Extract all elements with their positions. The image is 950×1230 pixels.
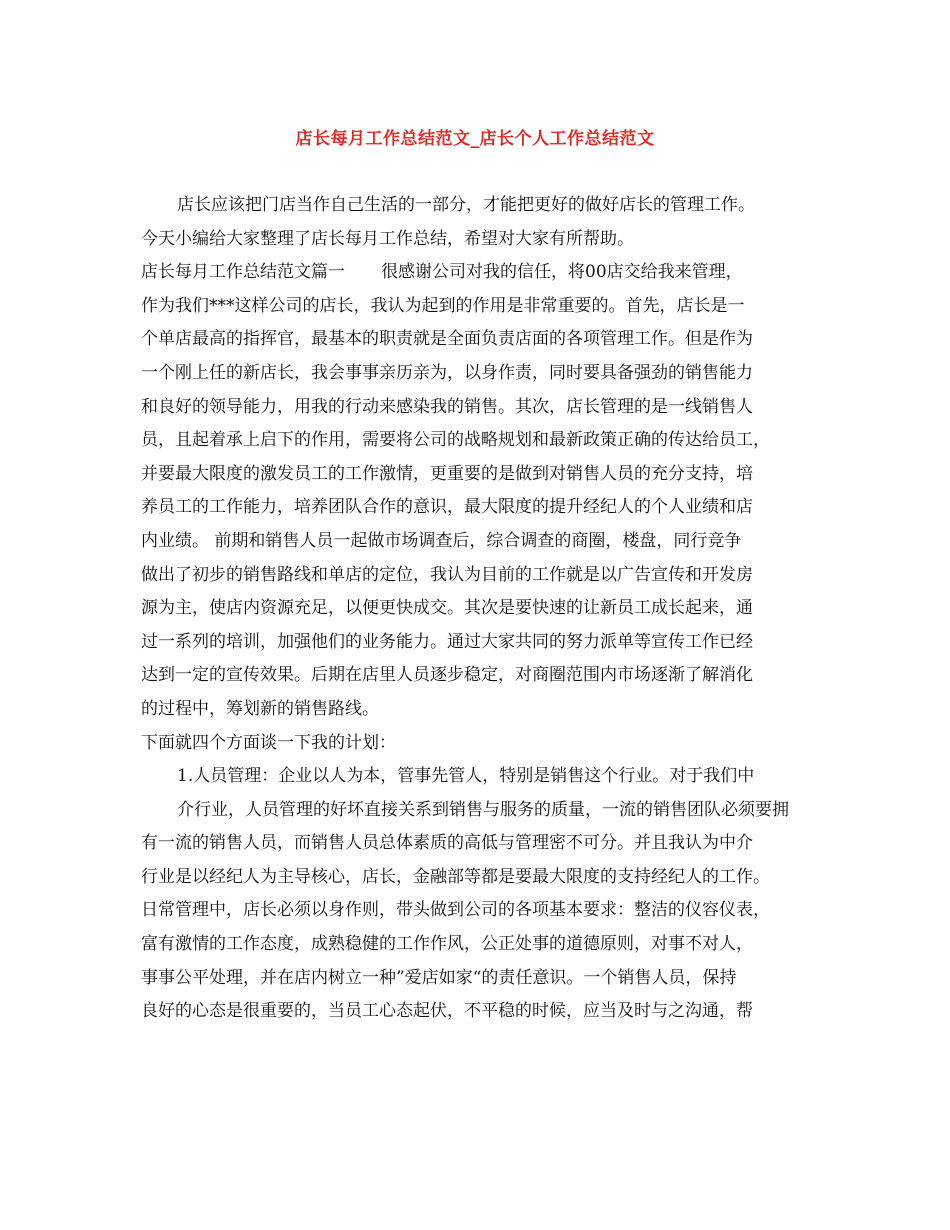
body-line: 日常管理中，店长必须以身作则，带头做到公司的各项基本要求：整洁的仪容仪表， <box>141 900 770 921</box>
body-line: 达到一定的宣传效果。后期在店里人员逐步稳定，对商圈范围内市场逐渐了解消化 <box>141 665 753 686</box>
body-line: 事事公平处理，并在店内树立一种”爱店如家“的责任意识。一个销售人员，保持 <box>141 967 737 988</box>
body-line: 店长应该把门店当作自己生活的一部分，才能把更好的做好店长的管理工作。 <box>177 195 755 215</box>
body-line: 一个刚上任的新店长，我会事事亲历亲为，以身作责，同时要具备强劲的销售能力 <box>141 362 753 383</box>
body-line: 1.人员管理：企业以人为本，管事先管人，特别是销售这个行业。对于我们中 <box>177 766 755 787</box>
body-line: 下面就四个方面谈一下我的计划： <box>141 732 396 753</box>
body-line <box>141 256 831 290</box>
body-line: 行业是以经纪人为主导核心，店长，金融部等都是要最大限度的支持经纪人的工作。 <box>141 866 770 887</box>
body-line: 源为主，使店内资源充足，以便更快成交。其次是要快速的让新员工成长起来，通 <box>141 598 753 619</box>
body-line: 富有激情的工作态度，成熟稳健的工作作风，公正处事的道德原则，对事不对人， <box>141 934 753 955</box>
body-line: 的过程中，筹划新的销售路线。 <box>141 698 379 719</box>
body-line: 过一系列的培训，加强他们的业务能力。通过大家共同的努力派单等宣传工作已经 <box>141 631 753 652</box>
body-line: 今天小编给大家整理了店长每月工作总结，希望对大家有所帮助。 <box>141 228 634 249</box>
body-line: 良好的心态是很重要的，当员工心态起伏，不平稳的时候，应当及时与之沟通，帮 <box>141 1001 753 1022</box>
body-line: 有一流的销售人员，而销售人员总体素质的高低与管理密不可分。并且我认为中介 <box>141 833 753 854</box>
section-heading: 店长每月工作总结范文篇一 <box>141 262 345 283</box>
body-line: 员，且起着承上启下的作用，需要将公司的战略规划和最新政策正确的传达给员工， <box>141 430 770 451</box>
body-line: 个单店最高的指挥官，最基本的职责就是全面负责店面的各项管理工作。但是作为 <box>141 329 753 350</box>
body-text-inline: 很感谢公司对我的信任，将00店交给我来管理， <box>381 262 743 283</box>
body-line: 并要最大限度的激发员工的工作激情，更重要的是做到对销售人员的充分支持，培 <box>141 463 753 484</box>
body-line: 内业绩。 前期和销售人员一起做市场调查后，综合调查的商圈，楼盘，同行竞争 <box>141 530 742 551</box>
body-line: 养员工的工作能力，培养团队合作的意识，最大限度的提升经纪人的个人业绩和店 <box>141 497 753 518</box>
body-line: 作为我们***这样公司的店长，我认为起到的作用是非常重要的。首先，店长是一 <box>141 295 745 316</box>
document-body <box>141 189 831 1029</box>
document-title: 店长每月工作总结范文_店长个人工作总结范文 <box>295 129 655 149</box>
body-line: 介行业，人员管理的好坏直接关系到销售与服务的质量，一流的销售团队必须要拥 <box>177 799 789 820</box>
body-line: 做出了初步的销售路线和单店的定位，我认为目前的工作就是以广告宣传和开发房 <box>141 564 753 585</box>
body-line: 和良好的领导能力，用我的行动来感染我的销售。其次，店长管理的是一线销售人 <box>141 396 753 417</box>
